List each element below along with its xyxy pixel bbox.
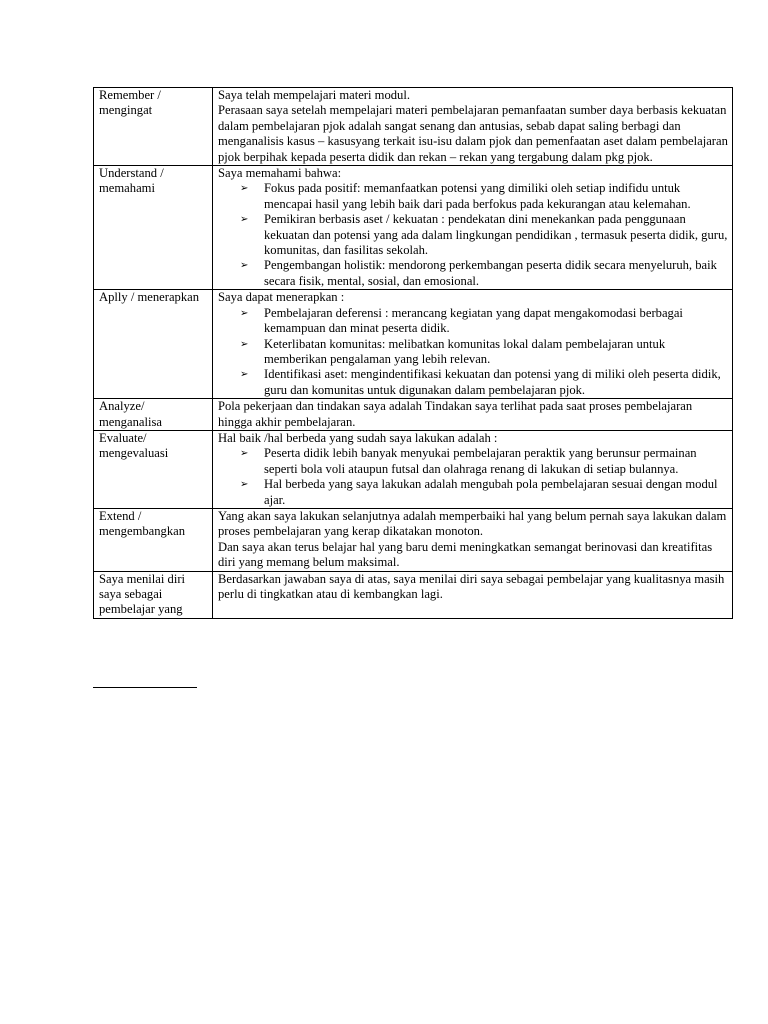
row-content [213, 571, 733, 618]
table-row [94, 571, 733, 618]
list-item-text: Fokus pada positif: memanfaatkan potensi yang dimiliki oleh setiap indifidu untuk mencapai hasil yang lebih baik dari pada berfokus pada kekurangan atau kelemahan. [264, 181, 691, 211]
row-content [213, 508, 733, 571]
list-item-text: Peserta didik lebih banyak menyukai pembelajaran peraktik yang berunsur permainan seperti bola voli ataupun futsal dan olahraga renang di lakukan di setiap bulannya. [264, 446, 697, 476]
list-item [240, 181, 728, 212]
row-content [213, 399, 733, 431]
table-row [94, 166, 733, 290]
row-paragraph: Yang akan saya lakukan selanjutnya adalah memperbaiki hal yang belum pernah saya lakukan dalam proses pembelajaran yang kerap dikatakan monoton. [218, 508, 727, 539]
row-paragraph: Pola pekerjaan dan tindakan saya adalah Tindakan saya terlihat pada saat proses pembelajaran hingga akhir pembelajaran. [218, 399, 693, 429]
table-row [94, 508, 733, 571]
row-label: Understand / memahami [94, 166, 213, 290]
row-paragraph: Saya telah mempelajari materi modul. [218, 88, 410, 102]
list-item [240, 336, 728, 368]
list-item [240, 258, 728, 289]
row-content [213, 430, 733, 508]
row-label: Extend / mengembangkan [94, 508, 213, 571]
table-row [94, 430, 733, 508]
list-item-text: Pemikiran berbasis aset / kekuatan : pendekatan dini menekankan pada penggunaan kekuatan dan potensi yang ada dalam lingkungan pendidikan , termasuk peserta didik, guru, komunitas, dan fasilitas sekolah. [264, 212, 728, 258]
bullet-list [218, 306, 728, 398]
arrowhead-bullet-icon: ➢ [240, 338, 249, 350]
row-content [213, 88, 733, 166]
table-row [94, 88, 733, 166]
row-label: Remember / mengingat [94, 88, 213, 166]
list-item-text: Keterlibatan komunitas: melibatkan komunitas lokal dalam pembelajaran untuk memberikan pengalaman yang lebih relevan. [264, 336, 666, 366]
table-row [94, 399, 733, 431]
list-item [240, 446, 728, 477]
arrowhead-bullet-icon: ➢ [240, 260, 249, 272]
arrowhead-bullet-icon: ➢ [240, 369, 249, 381]
row-label: Aplly / menerapkan [94, 290, 213, 399]
bullet-list [218, 446, 728, 508]
list-item-text: Hal berbeda yang saya lakukan adalah mengubah pola pembelajaran sesuai dengan modul ajar. [264, 477, 718, 507]
list-item-text: Pembelajaran deferensi : merancang kegiatan yang dapat mengakomodasi berbagai kemampuan dan minat peserta didik. [264, 305, 683, 336]
row-label: Saya menilai diri saya sebagai pembelajar yang [94, 571, 213, 618]
row-paragraph: Saya dapat menerapkan : [218, 290, 345, 305]
reflection-table [93, 87, 733, 619]
arrowhead-bullet-icon: ➢ [240, 214, 249, 226]
list-item [240, 305, 728, 337]
list-item-text: Pengembangan holistik: mendorong perkembangan peserta didik secara menyeluruh, baik secara fisik, mental, sosial, dan emosional. [264, 258, 717, 288]
table-row [94, 290, 733, 399]
arrowhead-bullet-icon: ➢ [240, 307, 249, 319]
arrowhead-bullet-icon: ➢ [240, 183, 249, 195]
row-label: Evaluate/ mengevaluasi [94, 430, 213, 508]
row-paragraph: Hal baik /hal berbeda yang sudah saya lakukan adalah : [218, 430, 498, 445]
list-item-text: Identifikasi aset: mengindentifikasi kekuatan dan potensi yang di miliki oleh peserta didik, guru dan komunitas untuk digunakan dalam pembelajaran pjok. [264, 367, 721, 397]
row-content [213, 166, 733, 290]
row-paragraph: Perasaan saya setelah mempelajari materi pembelajaran pemanfaatan sumber daya berbasis kekuatan dalam pembelajaran pjok adalah sangat senang dan antusias, sebab dapat saling berbagi dan menganalisis kasus – kasusyang terkait isu-isu dalam pjok dan pemenfaatan aset dalam pembelajaran pjok berpihak kepada peserta didik dan rekan – rekan yang tergabung dalam pkg pjok. [218, 103, 728, 164]
arrowhead-bullet-icon: ➢ [240, 479, 249, 491]
reflection-table-body [94, 88, 733, 619]
footnote-separator [93, 687, 197, 688]
row-content [213, 290, 733, 399]
row-paragraph: Berdasarkan jawaban saya di atas, saya menilai diri saya sebagai pembelajar yang kualitasnya masih perlu di tingkatkan atau di kembangkan lagi. [218, 571, 725, 601]
list-item [240, 367, 728, 398]
row-label: Analyze/ menganalisa [94, 399, 213, 431]
bullet-list [218, 181, 728, 289]
row-paragraph: Saya memahami bahwa: [218, 166, 342, 181]
list-item [240, 212, 728, 258]
arrowhead-bullet-icon: ➢ [240, 448, 249, 460]
list-item [240, 477, 728, 508]
row-paragraph: Dan saya akan terus belajar hal yang baru demi meningkatkan semangat berinovasi dan kreatifitas diri yang memang belum maksimal. [218, 539, 713, 570]
